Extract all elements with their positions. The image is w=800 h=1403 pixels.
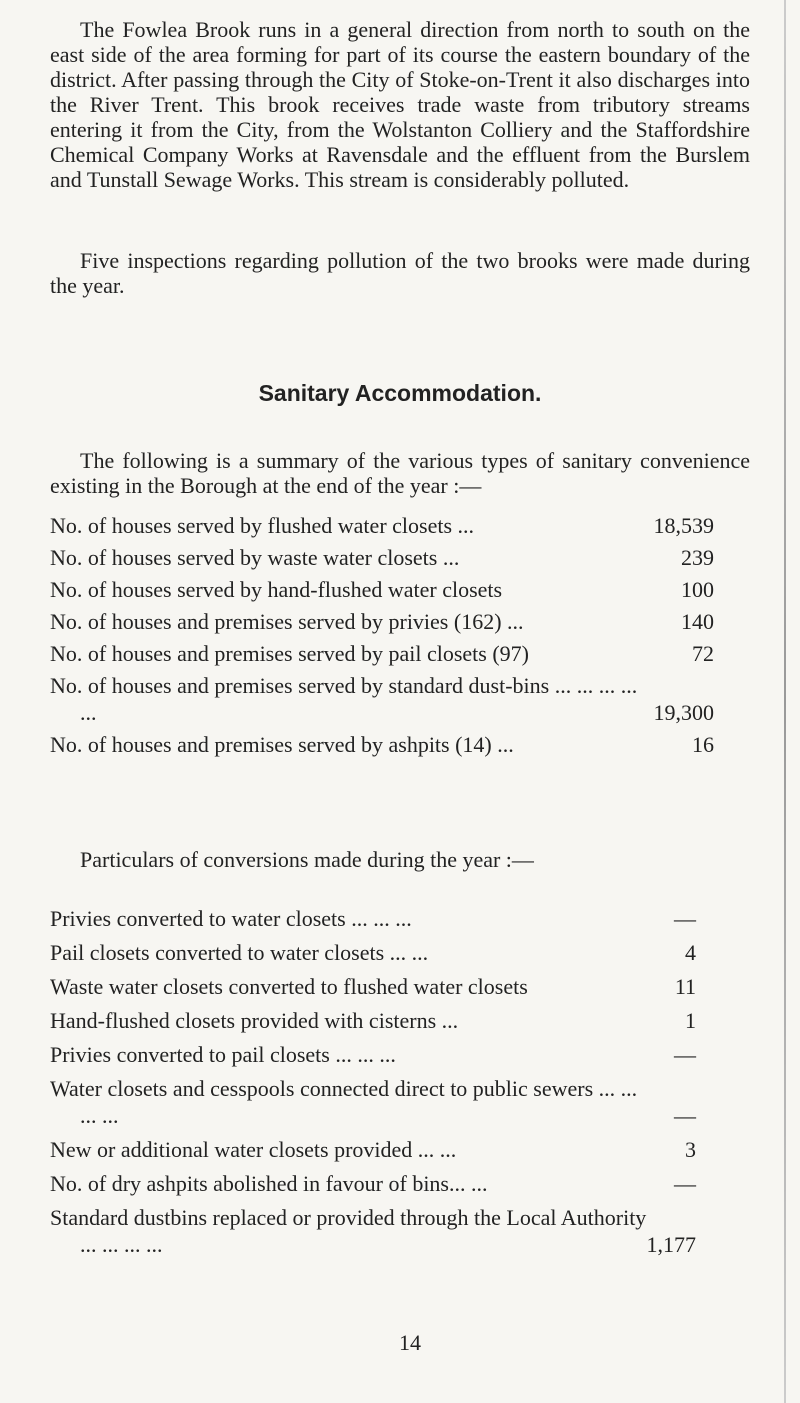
summary-row-label: No. of houses served by flushed water closets ...	[50, 513, 475, 538]
summary-row-value: 72	[692, 641, 714, 666]
conversion-row	[50, 973, 750, 1000]
summary-row-label: No. of houses and premises served by standard dust-bins ... ... ... ... ...	[50, 673, 638, 725]
summary-row	[50, 672, 750, 726]
conversion-row-label: Privies converted to water closets ... ... ...	[50, 906, 412, 931]
summary-row-value: 140	[681, 609, 714, 634]
conversion-row	[50, 1204, 750, 1258]
summary-row	[50, 640, 750, 667]
summary-row	[50, 731, 750, 758]
conversion-row-value: 11	[674, 974, 696, 999]
section-heading: Sanitary Accommodation.	[258, 380, 542, 406]
summary-row	[50, 608, 750, 635]
summary-row	[50, 544, 750, 571]
summary-row-label: No. of houses served by hand-flushed water closets	[50, 577, 503, 602]
conversion-row-label: Pail closets converted to water closets ... ...	[50, 940, 429, 965]
conversion-row	[50, 1136, 750, 1163]
conversion-row	[50, 1075, 750, 1129]
summary-row-value: 18,539	[653, 513, 714, 538]
page-edge-shadow	[784, 0, 786, 1403]
conversion-row-label: No. of dry ashpits abolished in favour of bins... ...	[50, 1171, 488, 1196]
conversions-intro: Particulars of conversions made during the year :—	[80, 847, 534, 872]
conversion-row-label: New or additional water closets provided ... ...	[50, 1137, 457, 1162]
conversion-row	[50, 905, 750, 932]
conversion-row-label: Privies converted to pail closets ... ... ...	[50, 1042, 396, 1067]
summary-table	[50, 512, 750, 763]
summary-row-value: 19,300	[653, 700, 714, 725]
conversion-row-value: —	[674, 906, 696, 931]
summary-row-label: No. of houses served by waste water closets ...	[50, 545, 460, 570]
conversion-row-value: 3	[685, 1137, 696, 1162]
conversion-row-label: Hand-flushed closets provided with cisterns ...	[50, 1008, 459, 1033]
summary-row-value: 239	[681, 545, 714, 570]
conversion-row-value: —	[674, 1103, 696, 1128]
fowlea-brook-paragraph: The Fowlea Brook runs in a general direction from north to south on the east side of the area forming for part of its course the eastern boundary of the district. After passing through the City of Stoke-on-Trent it also discharges into the River Trent. This brook receives trade waste from tributory streams entering it from the City, from the Wolstanton Colliery and the Staffordshire Chemical Company Works at Ravensdale and the effluent from the Burslem and Tunstall Sewage Works. This stream is considerably polluted.	[50, 17, 750, 192]
conversion-row-label: Waste water closets converted to flushed water closets	[50, 974, 528, 999]
summary-row-label: No. of houses and premises served by pail closets (97)	[50, 641, 530, 666]
conversion-row	[50, 939, 750, 966]
conversion-row	[50, 1041, 750, 1068]
conversion-row-label: Standard dustbins replaced or provided through the Local Authority ... ... ... ...	[50, 1205, 647, 1257]
summary-row	[50, 576, 750, 603]
conversion-row	[50, 1170, 750, 1197]
conversion-row-value: 1,177	[646, 1232, 696, 1257]
summary-row-value: 100	[681, 577, 714, 602]
conversion-row	[50, 1007, 750, 1034]
conversion-row-value: —	[674, 1042, 696, 1067]
summary-row	[50, 512, 750, 539]
summary-row-label: No. of houses and premises served by ashpits (14) ...	[50, 732, 514, 757]
page-number: 14	[399, 1330, 421, 1355]
conversion-row-label: Water closets and cesspools connected direct to public sewers ... ... ... ...	[50, 1076, 638, 1128]
summary-intro: The following is a summary of the various types of sanitary convenience existing in the Borough at the end of the year :—	[50, 448, 750, 498]
conversion-row-value: 1	[685, 1008, 696, 1033]
inspections-paragraph: Five inspections regarding pollution of the two brooks were made during the year.	[50, 248, 750, 298]
conversion-row-value: —	[674, 1171, 696, 1196]
conversions-table	[50, 905, 750, 1265]
summary-row-value: 16	[692, 732, 714, 757]
summary-row-label: No. of houses and premises served by privies (162) ...	[50, 609, 524, 634]
conversion-row-value: 4	[685, 940, 696, 965]
